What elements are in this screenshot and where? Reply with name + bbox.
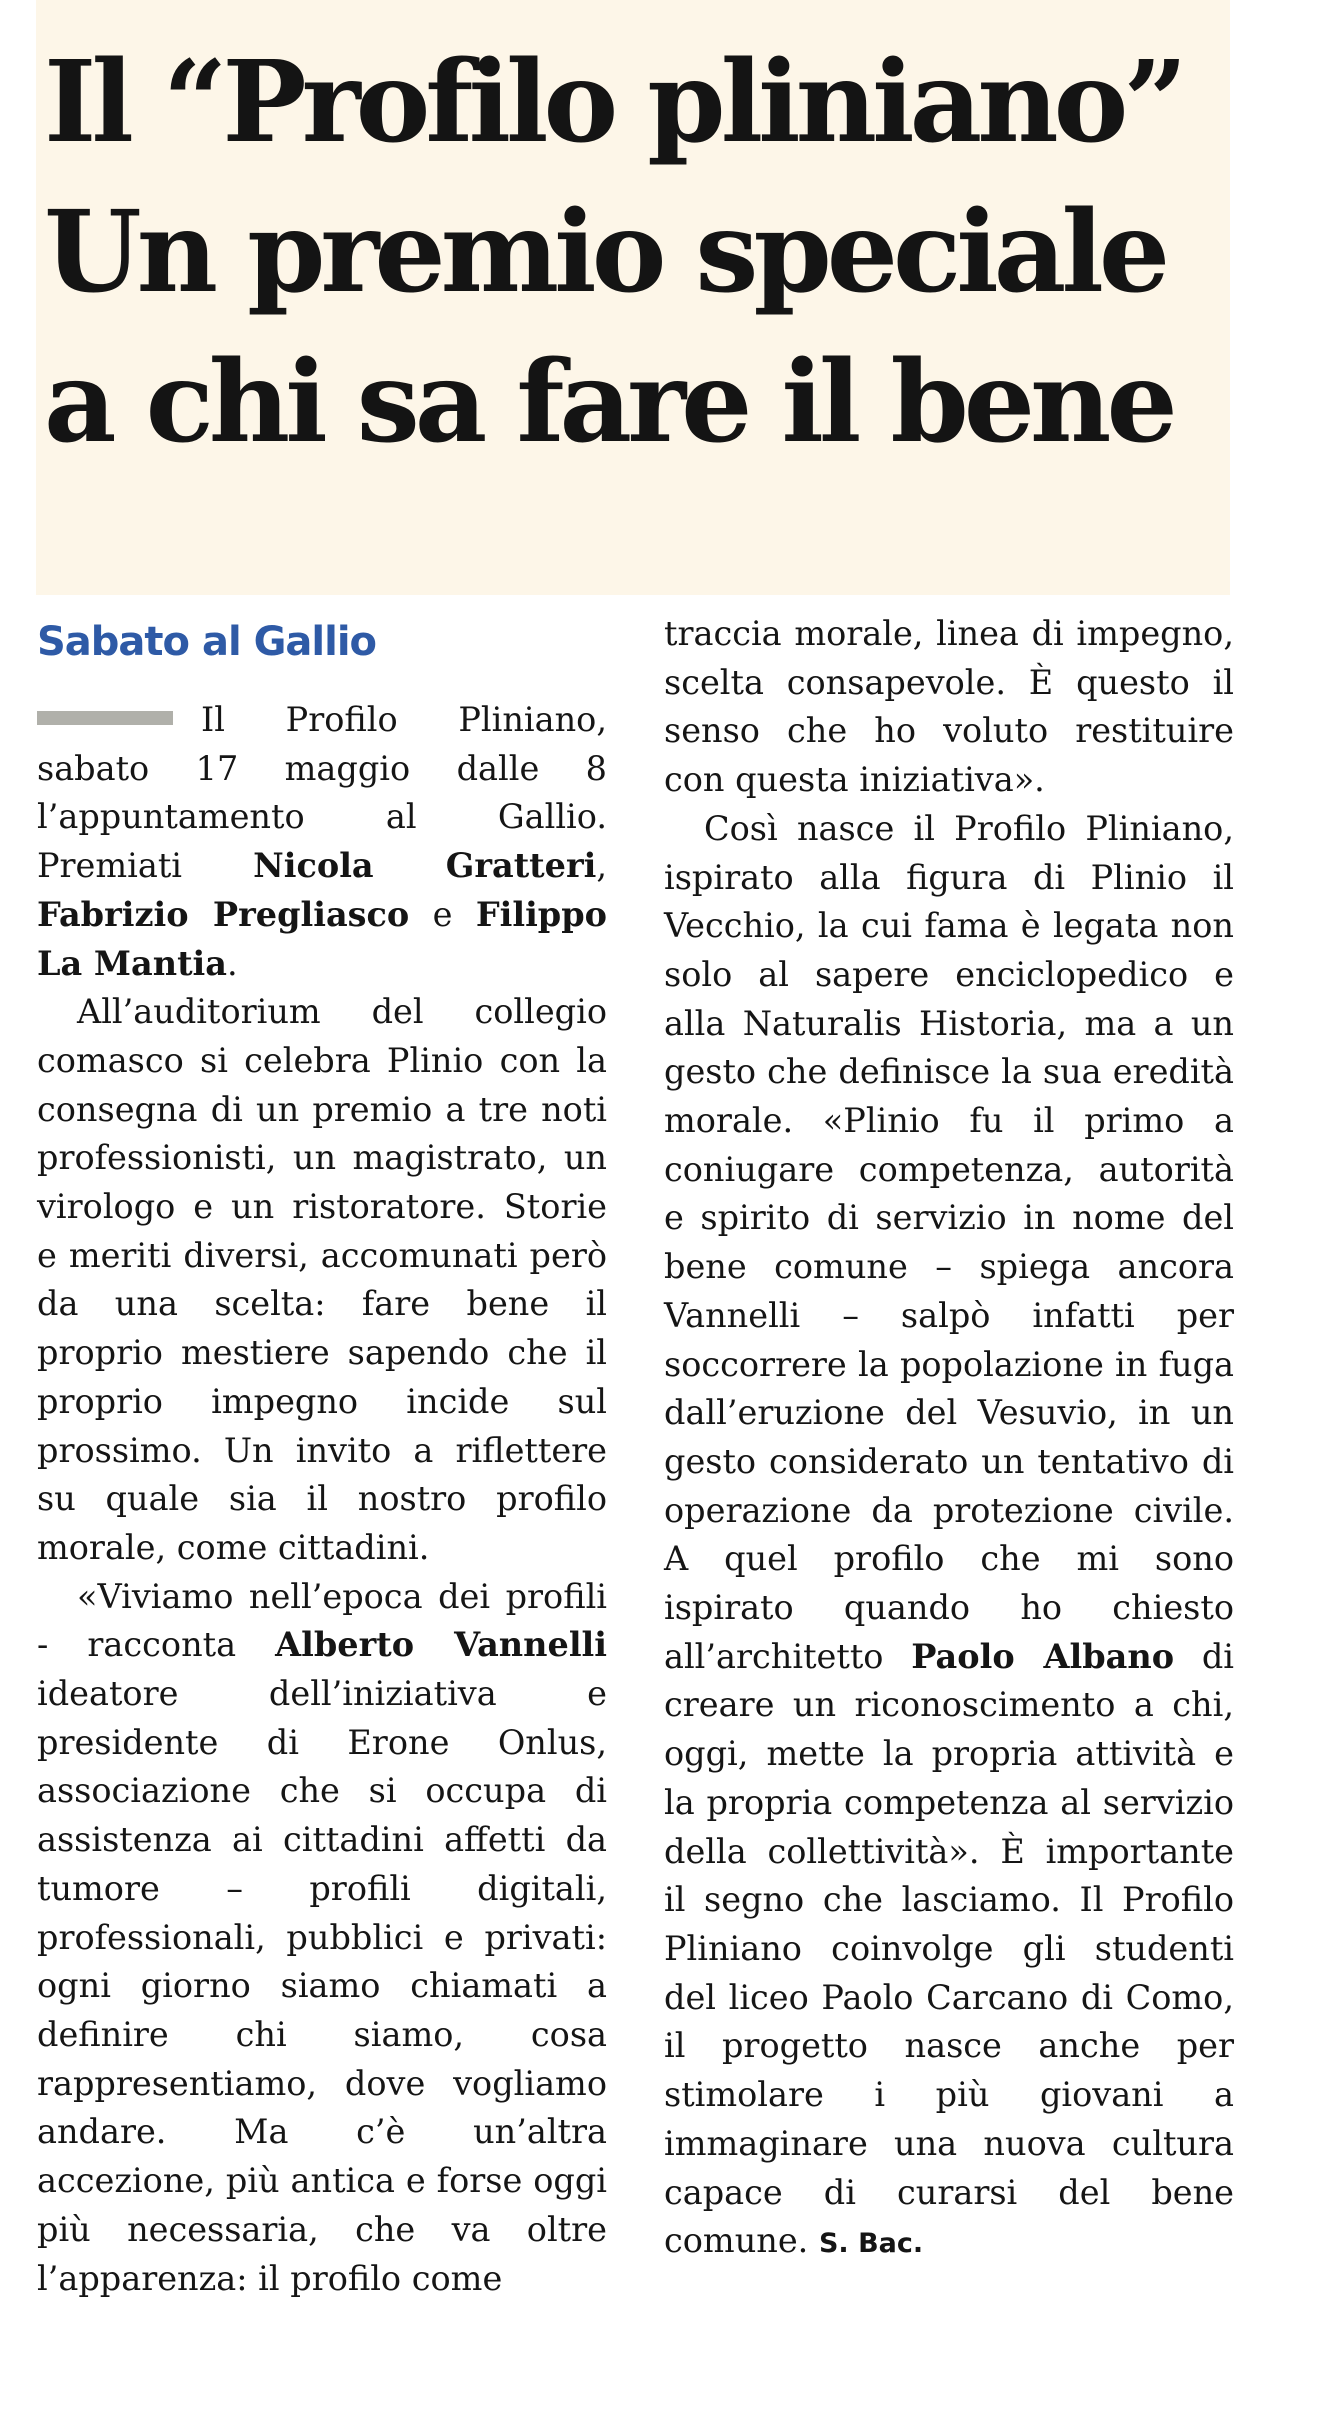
- headline-box: [36, 0, 1230, 595]
- quote-text-1: «Viviamo nell’epoca dei profili - racconta: [37, 1576, 607, 1665]
- article-column-right: [664, 610, 1234, 2269]
- origin-text-2: di creare un riconoscimento a chi, oggi, mette la propria attività e la propria competenza al servizio della collettività». È importante il segno che lasciamo. Il Profilo Pliniano coinvolge gli studenti del liceo Paolo Carcano di Como, il progetto nasce anche per stimolare i più giovani a immaginare una nuova cultura capace di curarsi del bene comune.: [664, 1636, 1235, 2261]
- paragraph-origin: [664, 805, 1234, 2269]
- headline: [44, 28, 1220, 478]
- lead-text-3: e: [409, 894, 476, 934]
- headline-line-1: Il “Profilo pliniano”: [44, 37, 1183, 168]
- origin-text-1: Così nasce il Profilo Pliniano, ispirato alla figura di Plinio il Vecchio, la cui fama è legata non solo al sapere enciclopedico e alla Naturalis Historia, ma a un gesto che definisce la sua eredità morale. «Plinio fu il primo a coniugare competenza, autorità e spirito di servizio in nome del bene comune – spiega ancora Vannelli – salpò infatti per soccorrere la popolazione in fuga dall’eruzione del Vesuvio, in un gesto considerato un tentativo di operazione da protezione civile. A quel profilo che mi sono ispirato quando ho chiesto all’architetto: [664, 808, 1234, 1676]
- name-pregliasco: Fabrizio Pregliasco: [37, 894, 410, 934]
- name-vannelli: Alberto Vannelli: [275, 1625, 607, 1665]
- lead-paragraph: [37, 696, 607, 988]
- headline-line-3: a chi sa fare il bene: [44, 337, 1173, 468]
- quote-text-2: ideatore dell’iniziativa e presidente di Erone Onlus, associazione che si occupa di assistenza ai cittadini affetti da tumore – profili digitali, professionali, pubblici e privati: ogni giorno siamo chiamati a definire chi siamo, cosa rappresentiamo, dove vogliamo andare. Ma c’è un’altra accezione, più antica e forse oggi più necessaria, che va oltre l’apparenza: il profilo come: [37, 1674, 607, 2298]
- signature: S. Bac.: [818, 2228, 924, 2260]
- lead-bar: [37, 711, 173, 725]
- lead-text-4: .: [226, 943, 238, 983]
- paragraph-quote-continued: traccia morale, linea di impegno, scelta consapevole. È questo il senso che ho voluto restituire con questa iniziativa».: [664, 614, 1234, 800]
- headline-line-2: Un premio speciale: [44, 187, 1166, 318]
- article-column-left: [37, 610, 607, 2303]
- lead-text-2: ,: [596, 846, 607, 886]
- name-la-mantia: Filippo La Mantia: [37, 894, 607, 983]
- paragraph-auditorium: All’auditorium del collegio comasco si celebra Plinio con la consegna di un premio a tre noti professionisti, un magistrato, un virologo e un ristoratore. Storie e meriti diversi, accomunati però da una scelta: fare bene il proprio mestiere sapendo che il proprio impegno incide sul prossimo. Un invito a riflettere su quale sia il nostro profilo morale, come cittadini.: [37, 992, 607, 1567]
- name-albano: Paolo Albano: [911, 1636, 1175, 1676]
- kicker: Sabato al Gallio: [37, 619, 377, 665]
- name-gratteri: Nicola Gratteri: [253, 846, 597, 886]
- lead-text-1: Il Profilo Pliniano, sabato 17 maggio dalle 8 l’appuntamento al Gallio. Premiati: [37, 700, 607, 886]
- paragraph-quote-start: [37, 1573, 607, 2304]
